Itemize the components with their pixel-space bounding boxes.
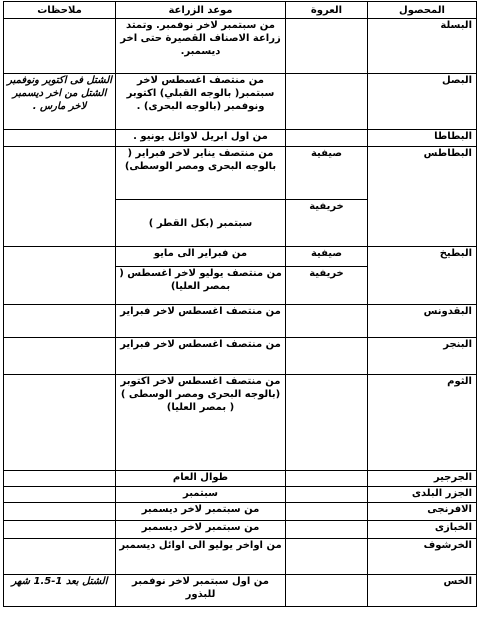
table-row (4, 247, 477, 267)
type-cell (286, 521, 368, 539)
type-cell (286, 487, 368, 503)
time-cell: من منتصف اغسطس لاخر سبتمبر( بالوجه القبلي) اكتوبر ونوفمبر (بالوجه البحرى) . (116, 74, 286, 130)
notes-cell (4, 521, 116, 539)
time-cell: سبتمبر (116, 487, 286, 503)
table-row (4, 305, 477, 338)
header-crop: المحصول (368, 2, 477, 19)
type-cell: خريفية (286, 267, 368, 305)
time-line: ( بمصر العليا) (166, 402, 235, 413)
time-cell: من فبراير الى مايو (116, 247, 286, 267)
table-row (4, 147, 477, 200)
crop-cell: البطاطا (368, 130, 477, 147)
header-time: موعد الزراعة (116, 2, 286, 19)
time-cell: من اول ابريل لاوائل يونيو . (116, 130, 286, 147)
table-row (4, 19, 477, 74)
notes-cell (4, 539, 116, 575)
type-cell: خريفية (286, 200, 368, 247)
header-type: العروة (286, 2, 368, 19)
crop-cell: البصل (368, 74, 477, 130)
type-cell (286, 338, 368, 375)
time-cell: من منتصف اغسطس لاخر فبراير (116, 305, 286, 338)
planting-schedule-table (3, 1, 477, 607)
header-row (4, 2, 477, 19)
notes-cell (4, 503, 116, 521)
table-row (4, 130, 477, 147)
table-row (4, 575, 477, 607)
crop-cell: الافرنجى (368, 503, 477, 521)
type-cell: صيفية (286, 247, 368, 267)
time-cell: طوال العام (116, 471, 286, 487)
table-row (4, 503, 477, 521)
time-line: (بالوجه البحرى ومصر الوسطى ) (120, 389, 281, 400)
time-cell: من منتصف يناير لاخر فبراير ( بالوجه البحرى ومصر الوسطى) (116, 147, 286, 200)
type-cell: صيفية (286, 147, 368, 200)
notes-cell (4, 338, 116, 375)
time-cell: من سبتمبر لاخر نوفمبر. وتمتد زراعة الاصناف القصيرة حتى اخر ديسمبر. (116, 19, 286, 74)
crop-cell: الجزر البلدى (368, 487, 477, 503)
table-row (4, 471, 477, 487)
type-cell (286, 305, 368, 338)
time-line: من منتصف اغسطس لاخر اكتوبر (120, 376, 281, 387)
time-cell: من منتصف اغسطس لاخر فبراير (116, 338, 286, 375)
type-cell (286, 74, 368, 130)
crop-cell: البطيخ (368, 247, 477, 305)
notes-cell (4, 19, 116, 74)
time-cell: من سبتمبر لاخر ديسمبر (116, 521, 286, 539)
header-notes: ملاحظات (4, 2, 116, 19)
type-cell (286, 471, 368, 487)
notes-cell: الشتل فى اكتوبر ونوفمبر الشتل من اخر ديسمبر لاخر مارس . (4, 74, 116, 130)
type-cell (286, 575, 368, 607)
notes-cell (4, 305, 116, 338)
crop-cell: البنجر (368, 338, 477, 375)
crop-cell: الجرجير (368, 471, 477, 487)
table-row (4, 487, 477, 503)
time-cell: من منتصف يوليو لاخر اغسطس ( بمصر العليا) (116, 267, 286, 305)
table-row (4, 375, 477, 471)
table-row (4, 521, 477, 539)
table-row (4, 539, 477, 575)
type-cell (286, 375, 368, 471)
time-cell: سبتمبر (بكل القطر ) (116, 200, 286, 247)
notes-cell (4, 487, 116, 503)
time-cell: من اول سبتمبر لاخر نوفمبر للبذور (116, 575, 286, 607)
notes-cell (4, 130, 116, 147)
type-cell (286, 539, 368, 575)
time-cell: من سبتمبر لاخر ديسمبر (116, 503, 286, 521)
time-cell: من اواخر يوليو الى اوائل ديسمبر (116, 539, 286, 575)
notes-cell (4, 147, 116, 247)
crop-cell: البطاطس (368, 147, 477, 247)
crop-cell: الثوم (368, 375, 477, 471)
type-cell (286, 19, 368, 74)
time-cell (116, 375, 286, 471)
type-cell (286, 503, 368, 521)
type-cell (286, 130, 368, 147)
notes-cell (4, 375, 116, 471)
notes-cell (4, 471, 116, 487)
crop-cell: البسلة (368, 19, 477, 74)
table-row (4, 338, 477, 375)
notes-cell (4, 247, 116, 305)
crop-cell: الخرشوف (368, 539, 477, 575)
crop-cell: الخبازى (368, 521, 477, 539)
notes-cell: الشتل بعد 1-1.5 شهر (4, 575, 116, 607)
table-row (4, 74, 477, 130)
crop-cell: الخس (368, 575, 477, 607)
crop-cell: البقدونس (368, 305, 477, 338)
